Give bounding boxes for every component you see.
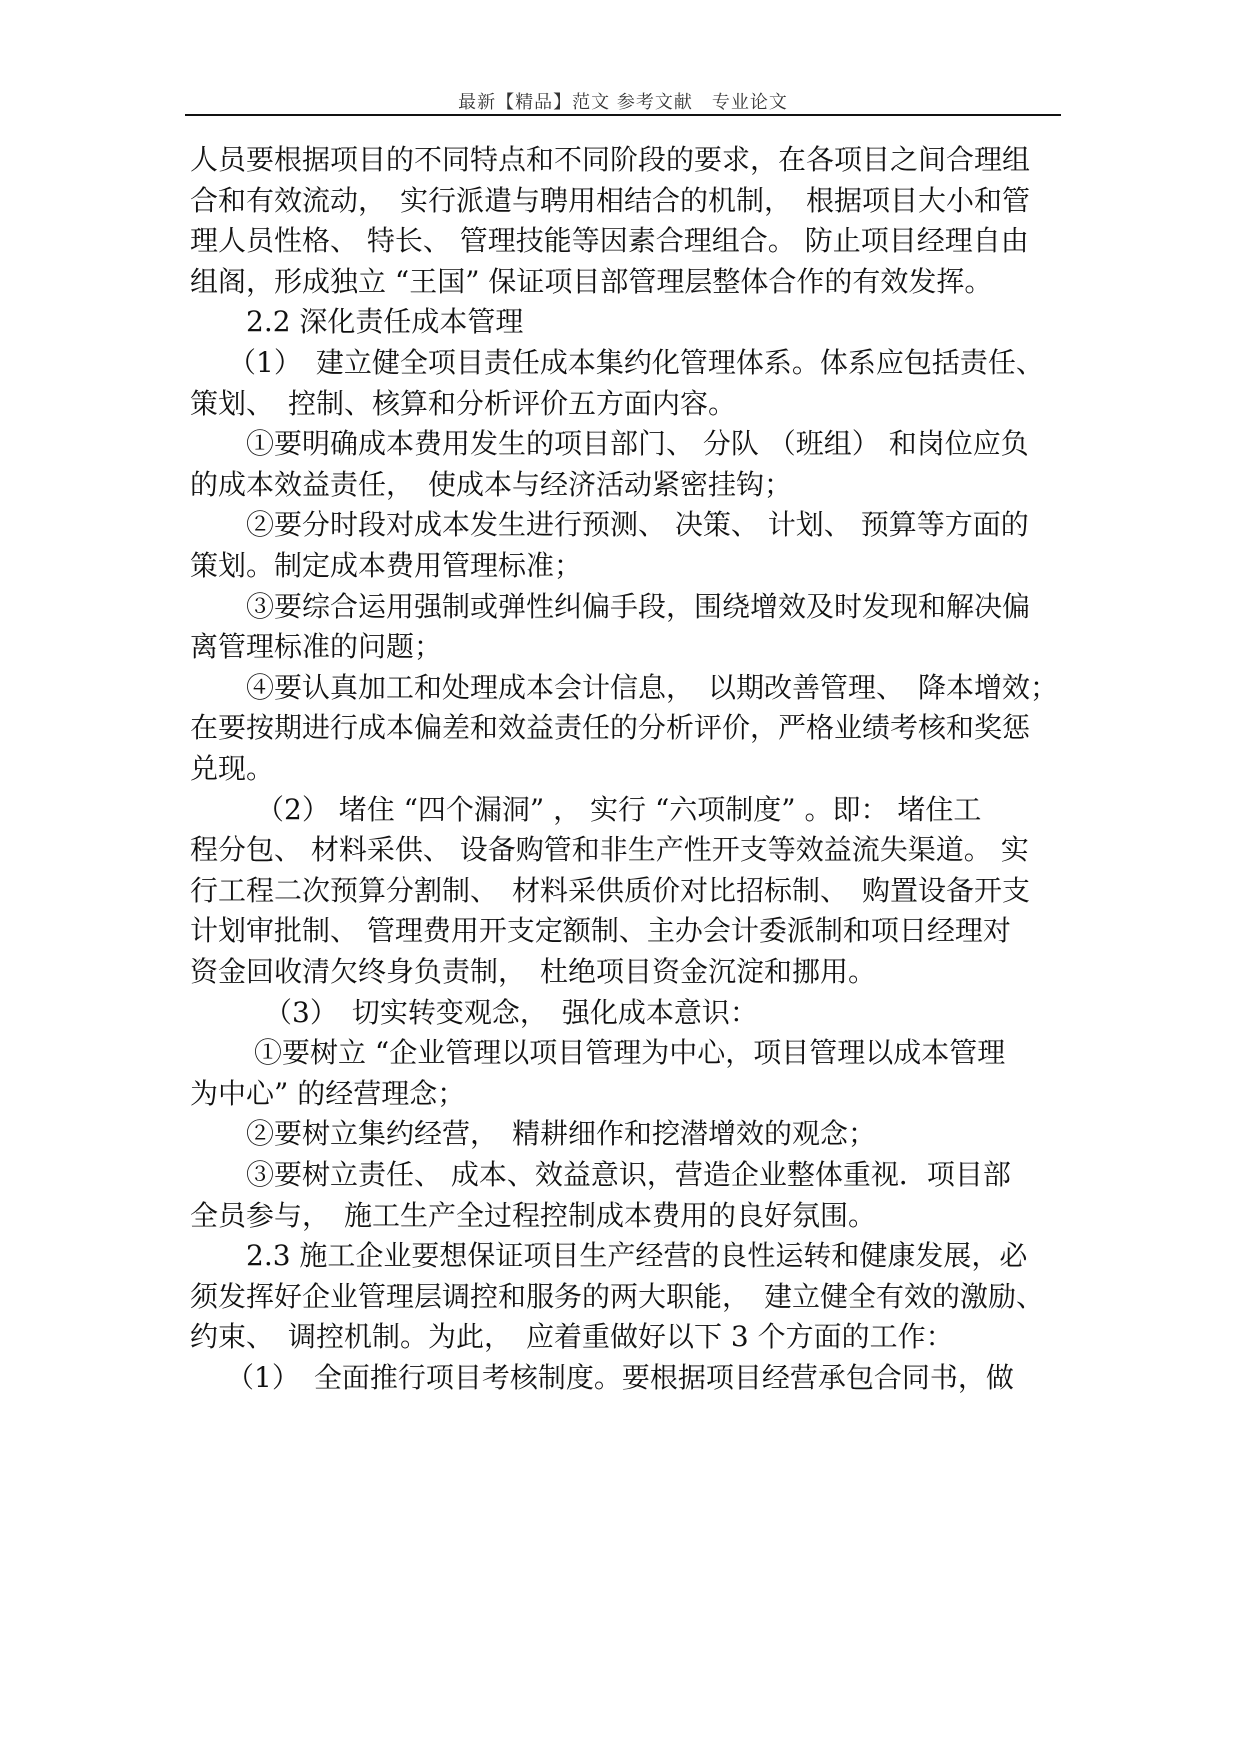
text-line: ①要明确成本费用发生的项目部门、 分队 （班组） 和岗位应负 <box>246 427 1029 461</box>
text-line: 资金回收清欠终身负责制， 杜绝项目资金沉淀和挪用。 <box>190 955 877 988</box>
text-line: ③要树立责任、 成本、效益意识，营造企业整体重视．项目部 <box>246 1158 1011 1191</box>
text-line: 人员要根据项目的不同特点和不同阶段的要求，在各项目之间合理组 <box>190 143 1031 176</box>
text-line: （1） 全面推行项目考核制度。要根据项目经营承包合同书，做 <box>226 1361 1014 1394</box>
text-line: 在要按期进行成本偏差和效益责任的分析评价，严格业绩考核和奖惩 <box>190 711 1031 745</box>
text-line: 兑现。 <box>190 752 275 785</box>
text-line: 全员参与， 施工生产全过程控制成本费用的良好氛围。 <box>190 1198 877 1232</box>
text-line: （2） 堵住 “四个漏洞” ， 实行 “六项制度” 。即： 堵住工 <box>256 792 982 826</box>
text-line: 约束、 调控机制。为此， 应着重做好以下 3 个方面的工作： <box>190 1320 954 1354</box>
text-line: 行工程二次预算分割制、 材料采供质价对比招标制、 购置设备开支 <box>190 873 1031 907</box>
text-line: ②要分时段对成本发生进行预测、 决策、 计划、 预算等方面的 <box>246 508 1029 542</box>
text-line: 策划。制定成本费用管理标准； <box>190 549 583 582</box>
header-rule <box>185 114 1061 116</box>
text-line: 理人员性格、 特长、 管理技能等因素合理组合。 防止项目经理自由 <box>190 224 1029 258</box>
text-line: 计划审批制、 管理费用开支定额制、主办会计委派制和项日经理对 <box>190 914 1011 948</box>
page-header: 最新【精品】范文 参考文献 专业论文 <box>458 92 788 113</box>
text-line: 程分包、 材料采供、 设备购管和非生产性开支等效益流失渠道。 实 <box>190 833 1029 867</box>
text-line: ③要综合运用强制或弹性纠偏手段，围绕增效及时发现和解决偏 <box>246 589 1031 623</box>
text-line: （1） 建立健全项目责任成本集约化管理体系。体系应包括责任、 <box>228 346 1044 379</box>
text-line: 合和有效流动， 实行派遣与聘用相结合的机制， 根据项目大小和管 <box>190 183 1031 217</box>
text-line: 组阁，形成独立 “王国” 保证项目部管理层整体合作的有效发挥。 <box>190 264 993 298</box>
text-line: 须发挥好企业管理层调控和服务的两大职能， 建立健全有效的激励、 <box>190 1279 1045 1313</box>
text-line: 离管理标准的问题； <box>190 630 443 664</box>
text-line: 2.2 深化责任成本管理 <box>246 305 524 339</box>
text-line: ④要认真加工和处理成本会计信息， 以期改善管理、 降本增效； <box>246 670 1059 704</box>
text-line: 策划、 控制、核算和分析评价五方面内容。 <box>190 386 737 420</box>
text-line: 2.3 施工企业要想保证项目生产经营的良性运转和健康发展，必 <box>246 1239 1028 1273</box>
text-line: （3） 切实转变观念， 强化成本意识： <box>264 995 758 1029</box>
text-line: 的成本效益责任， 使成本与经济活动紧密挂钩； <box>190 467 793 501</box>
text-line: ②要树立集约经营， 精耕细作和挖潜增效的观念； <box>246 1117 877 1151</box>
text-line: 为中心” 的经营理念； <box>190 1076 466 1110</box>
text-line: ①要树立 “企业管理以项目管理为中心，项目管理以成本管理 <box>254 1036 1006 1070</box>
